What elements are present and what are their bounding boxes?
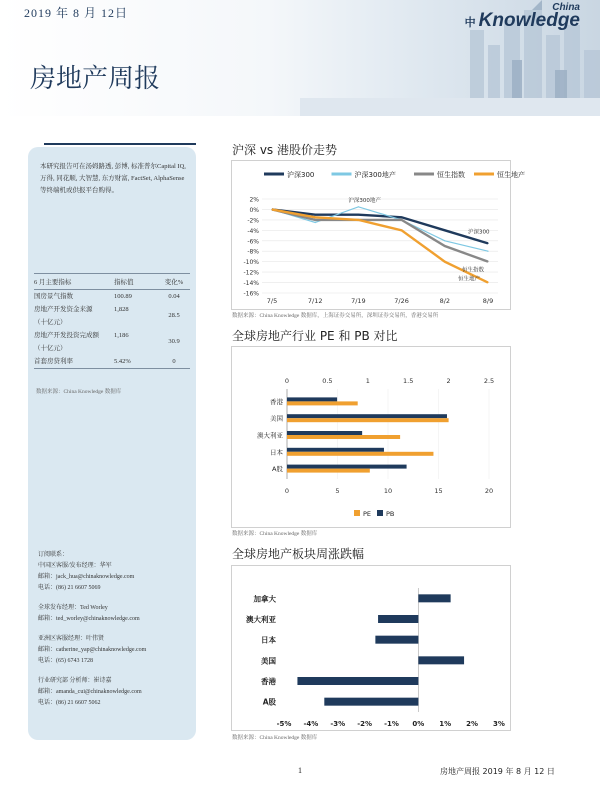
bar-PE: [287, 435, 400, 439]
category-label: 香港: [261, 677, 276, 686]
category-label: 澳大利亚: [246, 615, 276, 624]
row-value: 1,828: [114, 306, 129, 313]
contact-line: 亚洲区客服经理：叶伟贤: [38, 636, 105, 642]
row-name: 房地产开发投资完成额: [34, 332, 99, 339]
contact-phone: 电话：(65) 6743 1728: [38, 658, 93, 664]
row-value: 100.89: [114, 293, 132, 300]
legend-label-沪深300: 沪深300: [287, 171, 315, 179]
bar: [297, 677, 418, 685]
row-name: 首套房贷利率: [34, 358, 73, 365]
data-point-恒生地产: [401, 230, 402, 231]
data-point-沪深300地产: [487, 251, 488, 252]
logo-line-1: China: [552, 2, 580, 13]
contact-email[interactable]: 邮箱：amanda_cui@chinaknowledge.com: [38, 689, 142, 695]
header-change: 变化%: [164, 279, 184, 286]
category-label: 日本: [261, 635, 276, 645]
contact-group: [38, 550, 193, 594]
x-tick-label: 1%: [439, 720, 452, 728]
row-change: 0.04: [168, 293, 180, 300]
bar-PE: [287, 401, 358, 405]
table-row: [34, 329, 190, 345]
table-header: [34, 273, 190, 290]
top-axis-tick: 2: [446, 377, 451, 385]
legend-label-PB: PB: [386, 510, 395, 518]
data-point-恒生地产: [487, 282, 488, 283]
annotation-label: 恒生地产: [458, 276, 481, 283]
sidebar-top-rule: [44, 143, 196, 145]
x-tick-label: 2%: [466, 720, 479, 728]
data-point-沪深300地产: [358, 206, 359, 207]
report-title: 房地产周报: [30, 64, 161, 94]
pe-pb-title: 全球房地产行业 PE 和 PB 对比: [232, 329, 398, 343]
category-label: 加拿大: [253, 594, 276, 604]
china-knowledge-logo: [465, 2, 580, 32]
data-point-沪深300: [444, 230, 445, 231]
x-tick-label: 7/5: [266, 297, 278, 305]
data-point-沪深300: [358, 214, 359, 215]
bottom-axis-tick: 0: [284, 487, 290, 495]
contact-group: [38, 676, 193, 709]
data-point-恒生地产: [315, 217, 316, 218]
bar: [378, 615, 418, 623]
bottom-axis-tick: 15: [434, 487, 443, 495]
contact-email[interactable]: 邮箱：catherine_yap@chinaknowledge.com: [38, 647, 147, 653]
contact-email[interactable]: 邮箱：jack_hua@chinaknowledge.com: [38, 574, 135, 580]
category-label: A股: [262, 697, 276, 707]
bar: [418, 656, 464, 664]
legend-swatch-PB: [377, 510, 383, 516]
data-point-恒生地产: [358, 219, 359, 220]
row-change: 28.5: [168, 312, 180, 319]
bottom-axis-tick: 5: [335, 487, 340, 495]
line-chart-box: [231, 160, 525, 310]
data-point-沪深300: [487, 243, 488, 244]
data-point-恒生指数: [487, 261, 488, 262]
page-number: 1: [298, 766, 302, 775]
legend-label-恒生地产: 恒生地产: [497, 171, 525, 179]
bar-PE: [287, 452, 433, 456]
bar: [375, 636, 418, 644]
annotation-label: 沪深300: [468, 229, 490, 236]
x-tick-label: 7/19: [351, 297, 366, 305]
x-tick-label: 3%: [493, 720, 505, 728]
category-label: 澳大利亚: [257, 431, 283, 440]
bar-PB: [287, 448, 384, 452]
row-change: 0: [172, 358, 176, 365]
contact-phone: 电话：(86) 21 6607 5062: [38, 700, 101, 706]
report-date: 2019 年 8 月 12日: [24, 6, 129, 20]
top-axis-tick: 0.5: [322, 377, 333, 385]
sidebar-panel: [28, 147, 196, 740]
logo-mark: 中: [464, 17, 476, 29]
row-value: 1,186: [114, 332, 129, 339]
x-tick-label: -3%: [330, 720, 346, 728]
data-point-恒生指数: [444, 245, 445, 246]
x-tick-label: -2%: [357, 720, 373, 728]
top-axis-tick: 1: [365, 377, 370, 385]
annotation-label: 恒生指数: [462, 267, 485, 274]
weekly-change-title: 全球房地产板块周涨跌幅: [232, 547, 365, 561]
contact-line: 中国区客服/发布经理：华军: [38, 563, 112, 569]
contact-group: [38, 603, 193, 625]
contact-line: 全球发布经理：Ted Worley: [38, 605, 108, 611]
report-header: [0, 0, 600, 116]
x-tick-label: 0%: [412, 720, 425, 728]
weekly-change-source: 数据来源：China Knowledge 数据库: [232, 735, 318, 741]
category-label: A股: [272, 465, 283, 474]
table-row: [34, 290, 190, 303]
pe-pb-chart: [232, 347, 510, 527]
x-tick-label: -5%: [276, 720, 292, 728]
series-line-恒生指数: [272, 209, 488, 261]
bar-PB: [287, 397, 337, 401]
row-name: 房地产开发资金来源: [34, 306, 93, 313]
indicator-source: 数据来源：China Knowledge 数据库: [36, 389, 122, 395]
y-tick-label: -8%: [247, 248, 259, 256]
weekly-change-chart: [232, 566, 510, 730]
bar-PB: [287, 414, 447, 418]
header-indicator: 6 月主要指标: [34, 279, 72, 286]
contact-line: 订阅联系：: [38, 552, 69, 558]
legend-swatch-PE: [354, 510, 360, 516]
contact-group: [38, 634, 193, 667]
pe-pb-source: 数据来源：China Knowledge 数据库: [232, 531, 318, 537]
legend-label-沪深300地产: 沪深300地产: [354, 171, 396, 179]
data-point-恒生指数: [401, 219, 402, 220]
annotation-label: 沪深300地产: [348, 197, 381, 204]
category-label: 日本: [270, 448, 283, 457]
table-row: [34, 303, 190, 319]
bar-PB: [287, 431, 362, 435]
key-indicators-table: [28, 273, 196, 369]
bar-PE: [287, 469, 370, 473]
y-tick-label: -16%: [243, 290, 259, 298]
top-axis-tick: 2.5: [483, 377, 495, 385]
y-tick-label: -12%: [243, 269, 259, 277]
x-tick-label: -4%: [303, 720, 319, 728]
contact-info: [38, 550, 193, 718]
x-tick-label: -1%: [384, 720, 399, 728]
y-tick-label: -6%: [247, 238, 259, 246]
x-tick-label: 8/2: [439, 297, 451, 305]
data-point-沪深300: [315, 214, 316, 215]
contact-phone: 电话：(86) 21 6607 5069: [38, 585, 101, 591]
data-point-恒生地产: [271, 209, 272, 210]
category-label: 香港: [270, 397, 283, 406]
contact-email[interactable]: 邮箱：ted_worley@chinaknowledge.com: [38, 616, 140, 622]
category-label: 美国: [270, 414, 283, 423]
category-label: 美国: [261, 656, 276, 666]
y-tick-label: -2%: [247, 217, 259, 225]
y-tick-label: 0%: [249, 206, 259, 214]
data-point-恒生地产: [444, 261, 445, 262]
bottom-axis-tick: 20: [484, 487, 494, 495]
stock-trend-title: 沪深 vs 港股价走势: [232, 143, 337, 157]
bar-PE: [287, 418, 449, 422]
top-axis-tick: 0: [284, 377, 290, 385]
weekly-change-chart-box: [231, 565, 511, 731]
contact-line: 行业研究部 分析师：崔诗嘉: [38, 678, 112, 684]
availability-note: 本研究报告可在汤姆路透, 彭博, 标准普尔Capital IQ, 万得, 同花顺, 大智慧, 东方财富, FactSet, AlphaSense 等终端机或供报平台购得。: [40, 163, 186, 194]
legend-label-恒生指数: 恒生指数: [437, 171, 465, 179]
legend-label-PE: PE: [363, 510, 372, 518]
data-point-恒生指数: [315, 219, 316, 220]
bar-PB: [287, 465, 407, 469]
y-tick-label: 2%: [249, 196, 259, 204]
line-chart: [232, 161, 525, 309]
data-point-沪深300: [401, 217, 402, 218]
bar: [418, 594, 450, 602]
row-name: （十亿元）: [34, 345, 67, 352]
data-point-沪深300地产: [315, 222, 316, 223]
x-tick-label: 7/12: [307, 297, 323, 305]
stock-trend-source: 数据来源：China Knowledge 数据库，上海证券交易所，深圳证券交易所，香港交易所: [232, 313, 439, 319]
pe-pb-chart-box: [231, 346, 511, 528]
y-tick-label: -14%: [243, 280, 259, 288]
y-tick-label: -10%: [243, 259, 259, 267]
bottom-axis-tick: 10: [383, 487, 393, 495]
x-tick-label: 7/26: [394, 297, 409, 305]
row-value: [114, 343, 158, 354]
table-row: [34, 355, 190, 369]
footer-title: 房地产周报 2019 年 8 月 12 日: [440, 767, 555, 776]
top-axis-tick: 1.5: [403, 377, 414, 385]
row-name: （十亿元）: [34, 319, 67, 326]
x-tick-label: 8/9: [482, 297, 494, 305]
data-point-沪深300地产: [444, 240, 445, 241]
row-name: 国房景气指数: [34, 293, 73, 300]
row-value: 5.42%: [114, 358, 131, 365]
row-change: 30.9: [168, 338, 180, 345]
logo-line-2: Knowledge: [478, 10, 580, 31]
header-value: 指标值: [114, 279, 134, 286]
row-value: [114, 317, 158, 328]
y-tick-label: -4%: [247, 227, 259, 235]
bar: [324, 698, 418, 706]
